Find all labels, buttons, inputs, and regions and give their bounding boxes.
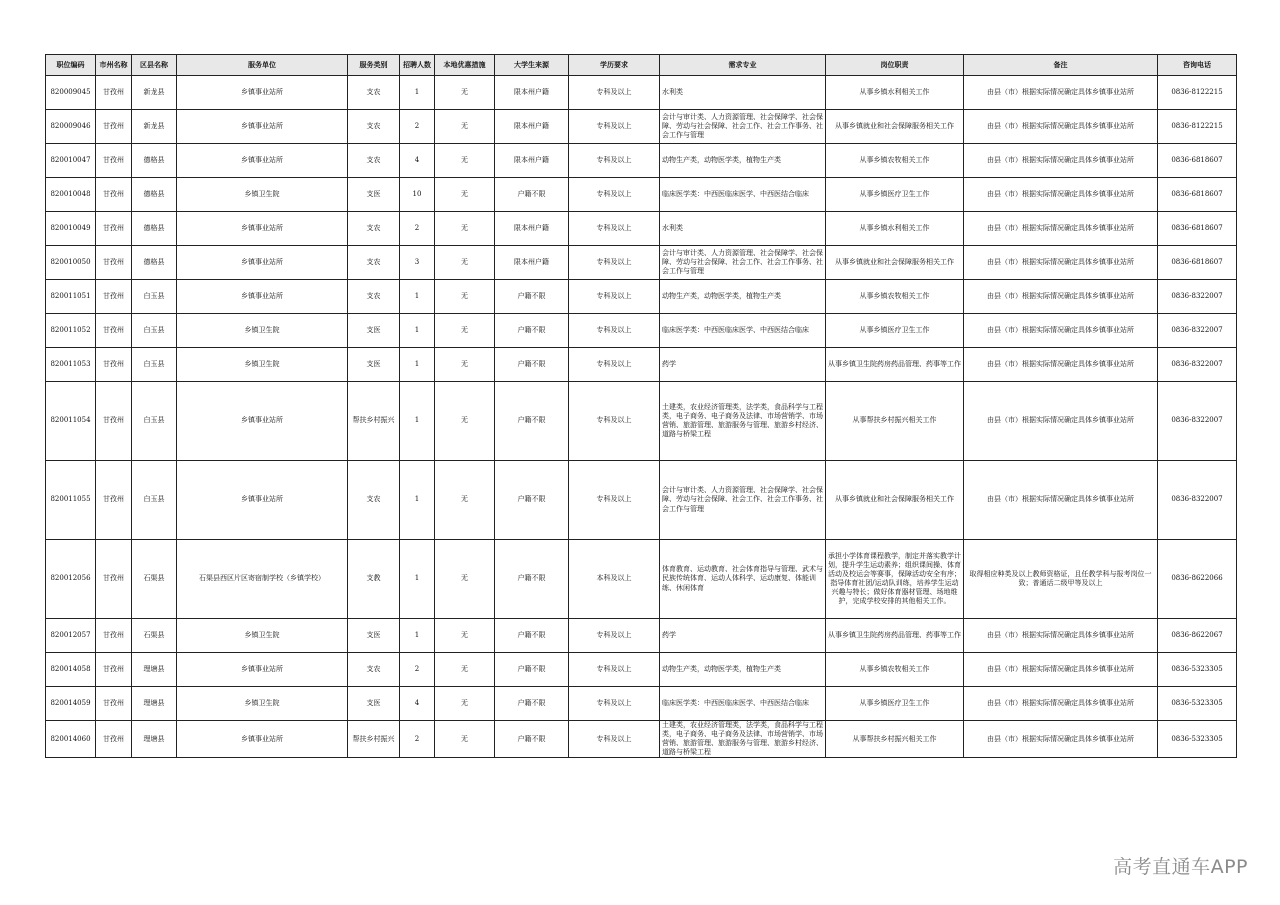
cell-city: 甘孜州 — [96, 212, 132, 246]
cell-student-source: 户籍不限 — [495, 687, 569, 721]
cell-position-code: 820010048 — [46, 178, 96, 212]
cell-major: 土建类，农业经济管理类，法学类，食品科学与工程类，电子商务、电子商务及法律、市场营销学、市场营销、旅游管理、旅游服务与管理、旅游乡村经济、道路与桥梁工程 — [660, 382, 826, 461]
header-remarks: 备注 — [964, 55, 1158, 76]
cell-education: 本科及以上 — [569, 540, 660, 619]
cell-hiring-count: 1 — [400, 619, 435, 653]
table-row — [46, 314, 1237, 348]
cell-phone: 0836-8122215 — [1158, 110, 1237, 144]
cell-position-code: 820011055 — [46, 461, 96, 540]
cell-remarks: 由县（市）根据实际情况确定具体乡镇事业站所 — [964, 144, 1158, 178]
cell-service-unit: 乡镇事业站所 — [177, 144, 348, 178]
header-education: 学历要求 — [569, 55, 660, 76]
cell-service-type: 支农 — [348, 280, 400, 314]
cell-phone: 0836-6818607 — [1158, 178, 1237, 212]
cell-service-unit: 乡镇卫生院 — [177, 348, 348, 382]
cell-major: 水利类 — [660, 212, 826, 246]
cell-hiring-count: 1 — [400, 314, 435, 348]
cell-service-unit: 乡镇事业站所 — [177, 110, 348, 144]
cell-major: 动物生产类，动物医学类，植物生产类 — [660, 280, 826, 314]
cell-phone: 0836-8122215 — [1158, 76, 1237, 110]
watermark: 高考直通车APP — [1113, 856, 1248, 878]
table-row — [46, 461, 1237, 540]
cell-remarks: 由县（市）根据实际情况确定具体乡镇事业站所 — [964, 461, 1158, 540]
header-local-benefits: 本地优惠措施 — [435, 55, 495, 76]
cell-hiring-count: 1 — [400, 76, 435, 110]
cell-city: 甘孜州 — [96, 653, 132, 687]
cell-remarks: 由县（市）根据实际情况确定具体乡镇事业站所 — [964, 314, 1158, 348]
cell-county: 白玉县 — [132, 280, 177, 314]
cell-service-unit: 乡镇事业站所 — [177, 246, 348, 280]
cell-position-code: 820010049 — [46, 212, 96, 246]
cell-local-benefits: 无 — [435, 144, 495, 178]
cell-service-type: 支医 — [348, 178, 400, 212]
cell-student-source: 户籍不限 — [495, 619, 569, 653]
cell-major: 临床医学类：中西医临床医学、中西医结合临床 — [660, 314, 826, 348]
cell-hiring-count: 3 — [400, 246, 435, 280]
cell-service-type: 支农 — [348, 212, 400, 246]
header-major: 需求专业 — [660, 55, 826, 76]
cell-county: 白玉县 — [132, 314, 177, 348]
cell-local-benefits: 无 — [435, 461, 495, 540]
cell-local-benefits: 无 — [435, 314, 495, 348]
cell-phone: 0836-6818607 — [1158, 144, 1237, 178]
cell-duties: 从事乡镇就业和社会保障服务相关工作 — [826, 461, 964, 540]
cell-phone: 0836-8322007 — [1158, 314, 1237, 348]
cell-county: 德格县 — [132, 144, 177, 178]
cell-city: 甘孜州 — [96, 687, 132, 721]
header-county: 区县名称 — [132, 55, 177, 76]
cell-service-unit: 乡镇卫生院 — [177, 178, 348, 212]
cell-major: 临床医学类：中西医临床医学、中西医结合临床 — [660, 178, 826, 212]
cell-service-type: 支医 — [348, 314, 400, 348]
cell-education: 专科及以上 — [569, 653, 660, 687]
cell-local-benefits: 无 — [435, 687, 495, 721]
cell-local-benefits: 无 — [435, 619, 495, 653]
cell-student-source: 户籍不限 — [495, 540, 569, 619]
cell-education: 专科及以上 — [569, 110, 660, 144]
cell-education: 专科及以上 — [569, 212, 660, 246]
cell-phone: 0836-8622066 — [1158, 540, 1237, 619]
cell-service-type: 支农 — [348, 461, 400, 540]
cell-education: 专科及以上 — [569, 721, 660, 758]
cell-county: 新龙县 — [132, 110, 177, 144]
cell-duties: 从事乡镇水利相关工作 — [826, 212, 964, 246]
cell-remarks: 取得相应种类及以上教师资格证，且任教学科与报考岗位一致；普通话二级甲等及以上 — [964, 540, 1158, 619]
cell-position-code: 820009045 — [46, 76, 96, 110]
cell-local-benefits: 无 — [435, 246, 495, 280]
cell-county: 德格县 — [132, 212, 177, 246]
cell-county: 白玉县 — [132, 348, 177, 382]
cell-position-code: 820012057 — [46, 619, 96, 653]
cell-service-type: 支农 — [348, 246, 400, 280]
cell-city: 甘孜州 — [96, 314, 132, 348]
cell-remarks: 由县（市）根据实际情况确定具体乡镇事业站所 — [964, 178, 1158, 212]
cell-student-source: 限本州户籍 — [495, 246, 569, 280]
cell-city: 甘孜州 — [96, 246, 132, 280]
cell-education: 专科及以上 — [569, 687, 660, 721]
cell-service-unit: 乡镇卫生院 — [177, 314, 348, 348]
cell-major: 会计与审计类、人力资源管理、社会保障学、社会保障、劳动与社会保障、社会工作、社会工作事务、社会工作与管理 — [660, 110, 826, 144]
cell-city: 甘孜州 — [96, 110, 132, 144]
cell-position-code: 820014059 — [46, 687, 96, 721]
table-row — [46, 348, 1237, 382]
cell-duties: 承担小学体育课程教学，制定并落实教学计划，提升学生运动素养；组织课间操、体育活动及校运会等赛事，保障活动安全有序；指导体育社团/运动队训练，培养学生运动兴趣与特长；做好体育器材管理、场地维护，完成学校安排的其他相关工作。 — [826, 540, 964, 619]
table-row — [46, 687, 1237, 721]
cell-hiring-count: 2 — [400, 653, 435, 687]
cell-service-type: 支医 — [348, 348, 400, 382]
cell-position-code: 820014060 — [46, 721, 96, 758]
header-student-source: 大学生来源 — [495, 55, 569, 76]
cell-student-source: 户籍不限 — [495, 721, 569, 758]
header-position-code: 职位编码 — [46, 55, 96, 76]
cell-hiring-count: 10 — [400, 178, 435, 212]
cell-hiring-count: 4 — [400, 144, 435, 178]
table-row — [46, 382, 1237, 461]
cell-education: 专科及以上 — [569, 246, 660, 280]
cell-major: 动物生产类，动物医学类，植物生产类 — [660, 653, 826, 687]
cell-duties: 从事乡镇就业和社会保障服务相关工作 — [826, 246, 964, 280]
cell-major: 会计与审计类、人力资源管理、社会保障学、社会保障、劳动与社会保障、社会工作、社会工作事务、社会工作与管理 — [660, 461, 826, 540]
cell-duties: 从事乡镇农牧相关工作 — [826, 144, 964, 178]
cell-education: 专科及以上 — [569, 461, 660, 540]
cell-hiring-count: 1 — [400, 382, 435, 461]
cell-city: 甘孜州 — [96, 619, 132, 653]
cell-major: 体育教育、运动教育、社会体育指导与管理、武术与民族传统体育、运动人体科学、运动康复、体能训练、休闲体育 — [660, 540, 826, 619]
cell-student-source: 户籍不限 — [495, 382, 569, 461]
cell-service-type: 支农 — [348, 76, 400, 110]
cell-county: 德格县 — [132, 246, 177, 280]
table-row — [46, 653, 1237, 687]
cell-remarks: 由县（市）根据实际情况确定具体乡镇事业站所 — [964, 246, 1158, 280]
cell-service-unit: 乡镇事业站所 — [177, 721, 348, 758]
cell-service-unit: 乡镇卫生院 — [177, 687, 348, 721]
cell-remarks: 由县（市）根据实际情况确定具体乡镇事业站所 — [964, 76, 1158, 110]
cell-city: 甘孜州 — [96, 76, 132, 110]
table-row — [46, 212, 1237, 246]
cell-phone: 0836-8322007 — [1158, 461, 1237, 540]
cell-student-source: 限本州户籍 — [495, 76, 569, 110]
cell-service-unit: 乡镇事业站所 — [177, 212, 348, 246]
cell-position-code: 820012056 — [46, 540, 96, 619]
cell-duties: 从事乡镇农牧相关工作 — [826, 653, 964, 687]
cell-remarks: 由县（市）根据实际情况确定具体乡镇事业站所 — [964, 619, 1158, 653]
cell-service-type: 支农 — [348, 144, 400, 178]
job-listing-table — [45, 54, 1237, 758]
cell-remarks: 由县（市）根据实际情况确定具体乡镇事业站所 — [964, 721, 1158, 758]
cell-position-code: 820011054 — [46, 382, 96, 461]
cell-hiring-count: 2 — [400, 110, 435, 144]
cell-hiring-count: 4 — [400, 687, 435, 721]
table-row — [46, 246, 1237, 280]
cell-duties: 从事乡镇就业和社会保障服务相关工作 — [826, 110, 964, 144]
cell-phone: 0836-8622067 — [1158, 619, 1237, 653]
cell-duties: 从事帮扶乡村振兴相关工作 — [826, 382, 964, 461]
cell-student-source: 限本州户籍 — [495, 144, 569, 178]
cell-major: 水利类 — [660, 76, 826, 110]
cell-student-source: 户籍不限 — [495, 653, 569, 687]
cell-education: 专科及以上 — [569, 382, 660, 461]
cell-education: 专科及以上 — [569, 76, 660, 110]
cell-position-code: 820014058 — [46, 653, 96, 687]
cell-city: 甘孜州 — [96, 721, 132, 758]
cell-remarks: 由县（市）根据实际情况确定具体乡镇事业站所 — [964, 280, 1158, 314]
cell-service-unit: 乡镇事业站所 — [177, 76, 348, 110]
cell-hiring-count: 2 — [400, 212, 435, 246]
cell-education: 专科及以上 — [569, 619, 660, 653]
cell-county: 石渠县 — [132, 540, 177, 619]
cell-duties: 从事乡镇医疗卫生工作 — [826, 314, 964, 348]
cell-student-source: 户籍不限 — [495, 461, 569, 540]
cell-major: 动物生产类，动物医学类，植物生产类 — [660, 144, 826, 178]
cell-hiring-count: 1 — [400, 280, 435, 314]
cell-remarks: 由县（市）根据实际情况确定具体乡镇事业站所 — [964, 653, 1158, 687]
cell-student-source: 户籍不限 — [495, 178, 569, 212]
cell-duties: 从事乡镇卫生院药房药品管理、药事等工作 — [826, 619, 964, 653]
cell-major: 会计与审计类、人力资源管理、社会保障学、社会保障、劳动与社会保障、社会工作、社会工作事务、社会工作与管理 — [660, 246, 826, 280]
cell-position-code: 820011051 — [46, 280, 96, 314]
table-row — [46, 76, 1237, 110]
table-row — [46, 280, 1237, 314]
cell-local-benefits: 无 — [435, 76, 495, 110]
cell-service-unit: 石渠县西区片区寄宿制学校（乡镇学校） — [177, 540, 348, 619]
header-phone: 咨询电话 — [1158, 55, 1237, 76]
cell-position-code: 820009046 — [46, 110, 96, 144]
cell-county: 理塘县 — [132, 721, 177, 758]
cell-duties: 从事帮扶乡村振兴相关工作 — [826, 721, 964, 758]
cell-city: 甘孜州 — [96, 540, 132, 619]
cell-service-type: 帮扶乡村振兴 — [348, 382, 400, 461]
cell-major: 药学 — [660, 348, 826, 382]
cell-hiring-count: 1 — [400, 348, 435, 382]
cell-phone: 0836-5323305 — [1158, 653, 1237, 687]
cell-remarks: 由县（市）根据实际情况确定具体乡镇事业站所 — [964, 212, 1158, 246]
table-row — [46, 178, 1237, 212]
header-service-type: 服务类别 — [348, 55, 400, 76]
cell-county: 白玉县 — [132, 461, 177, 540]
header-hiring-count: 招聘人数 — [400, 55, 435, 76]
cell-major: 临床医学类：中西医临床医学、中西医结合临床 — [660, 687, 826, 721]
cell-student-source: 户籍不限 — [495, 280, 569, 314]
cell-education: 专科及以上 — [569, 280, 660, 314]
table-row — [46, 144, 1237, 178]
cell-service-type: 支医 — [348, 687, 400, 721]
cell-service-type: 支农 — [348, 653, 400, 687]
table-row — [46, 540, 1237, 619]
cell-phone: 0836-8322007 — [1158, 382, 1237, 461]
cell-city: 甘孜州 — [96, 144, 132, 178]
cell-service-unit: 乡镇事业站所 — [177, 280, 348, 314]
cell-duties: 从事乡镇水利相关工作 — [826, 76, 964, 110]
cell-service-type: 帮扶乡村振兴 — [348, 721, 400, 758]
cell-position-code: 820011052 — [46, 314, 96, 348]
cell-major: 土建类，农业经济管理类，法学类，食品科学与工程类，电子商务、电子商务及法律、市场营销学、市场营销、旅游管理、旅游服务与管理、旅游乡村经济、道路与桥梁工程 — [660, 721, 826, 758]
cell-position-code: 820011053 — [46, 348, 96, 382]
cell-county: 德格县 — [132, 178, 177, 212]
cell-student-source: 户籍不限 — [495, 348, 569, 382]
cell-hiring-count: 2 — [400, 721, 435, 758]
cell-phone: 0836-6818607 — [1158, 212, 1237, 246]
cell-service-unit: 乡镇卫生院 — [177, 619, 348, 653]
cell-phone: 0836-5323305 — [1158, 687, 1237, 721]
cell-remarks: 由县（市）根据实际情况确定具体乡镇事业站所 — [964, 110, 1158, 144]
cell-education: 专科及以上 — [569, 348, 660, 382]
cell-remarks: 由县（市）根据实际情况确定具体乡镇事业站所 — [964, 348, 1158, 382]
cell-education: 专科及以上 — [569, 178, 660, 212]
header-service-unit: 服务单位 — [177, 55, 348, 76]
cell-hiring-count: 1 — [400, 540, 435, 619]
cell-city: 甘孜州 — [96, 348, 132, 382]
cell-position-code: 820010050 — [46, 246, 96, 280]
cell-service-type: 支农 — [348, 110, 400, 144]
cell-phone: 0836-8322007 — [1158, 348, 1237, 382]
cell-local-benefits: 无 — [435, 382, 495, 461]
table-row — [46, 619, 1237, 653]
cell-duties: 从事乡镇医疗卫生工作 — [826, 687, 964, 721]
cell-duties: 从事乡镇医疗卫生工作 — [826, 178, 964, 212]
header-city: 市州名称 — [96, 55, 132, 76]
cell-local-benefits: 无 — [435, 721, 495, 758]
table-row — [46, 721, 1237, 758]
cell-county: 白玉县 — [132, 382, 177, 461]
cell-service-unit: 乡镇事业站所 — [177, 653, 348, 687]
cell-city: 甘孜州 — [96, 382, 132, 461]
header-duties: 岗位职责 — [826, 55, 964, 76]
cell-city: 甘孜州 — [96, 461, 132, 540]
cell-service-type: 支教 — [348, 540, 400, 619]
cell-student-source: 限本州户籍 — [495, 212, 569, 246]
cell-remarks: 由县（市）根据实际情况确定具体乡镇事业站所 — [964, 687, 1158, 721]
cell-local-benefits: 无 — [435, 540, 495, 619]
cell-local-benefits: 无 — [435, 348, 495, 382]
cell-county: 理塘县 — [132, 687, 177, 721]
cell-position-code: 820010047 — [46, 144, 96, 178]
cell-county: 石渠县 — [132, 619, 177, 653]
cell-remarks: 由县（市）根据实际情况确定具体乡镇事业站所 — [964, 382, 1158, 461]
cell-city: 甘孜州 — [96, 178, 132, 212]
cell-local-benefits: 无 — [435, 280, 495, 314]
table-body — [46, 76, 1237, 758]
cell-county: 理塘县 — [132, 653, 177, 687]
cell-service-type: 支医 — [348, 619, 400, 653]
cell-phone: 0836-5323305 — [1158, 721, 1237, 758]
cell-duties: 从事乡镇卫生院药房药品管理、药事等工作 — [826, 348, 964, 382]
cell-service-unit: 乡镇事业站所 — [177, 382, 348, 461]
cell-duties: 从事乡镇农牧相关工作 — [826, 280, 964, 314]
cell-local-benefits: 无 — [435, 212, 495, 246]
table-row — [46, 110, 1237, 144]
cell-county: 新龙县 — [132, 76, 177, 110]
cell-education: 专科及以上 — [569, 314, 660, 348]
cell-city: 甘孜州 — [96, 280, 132, 314]
cell-phone: 0836-6818607 — [1158, 246, 1237, 280]
cell-student-source: 限本州户籍 — [495, 110, 569, 144]
cell-service-unit: 乡镇事业站所 — [177, 461, 348, 540]
cell-local-benefits: 无 — [435, 178, 495, 212]
cell-student-source: 户籍不限 — [495, 314, 569, 348]
cell-local-benefits: 无 — [435, 110, 495, 144]
cell-phone: 0836-8322007 — [1158, 280, 1237, 314]
cell-education: 专科及以上 — [569, 144, 660, 178]
cell-major: 药学 — [660, 619, 826, 653]
cell-local-benefits: 无 — [435, 653, 495, 687]
cell-hiring-count: 1 — [400, 461, 435, 540]
table-header-row — [46, 55, 1237, 76]
